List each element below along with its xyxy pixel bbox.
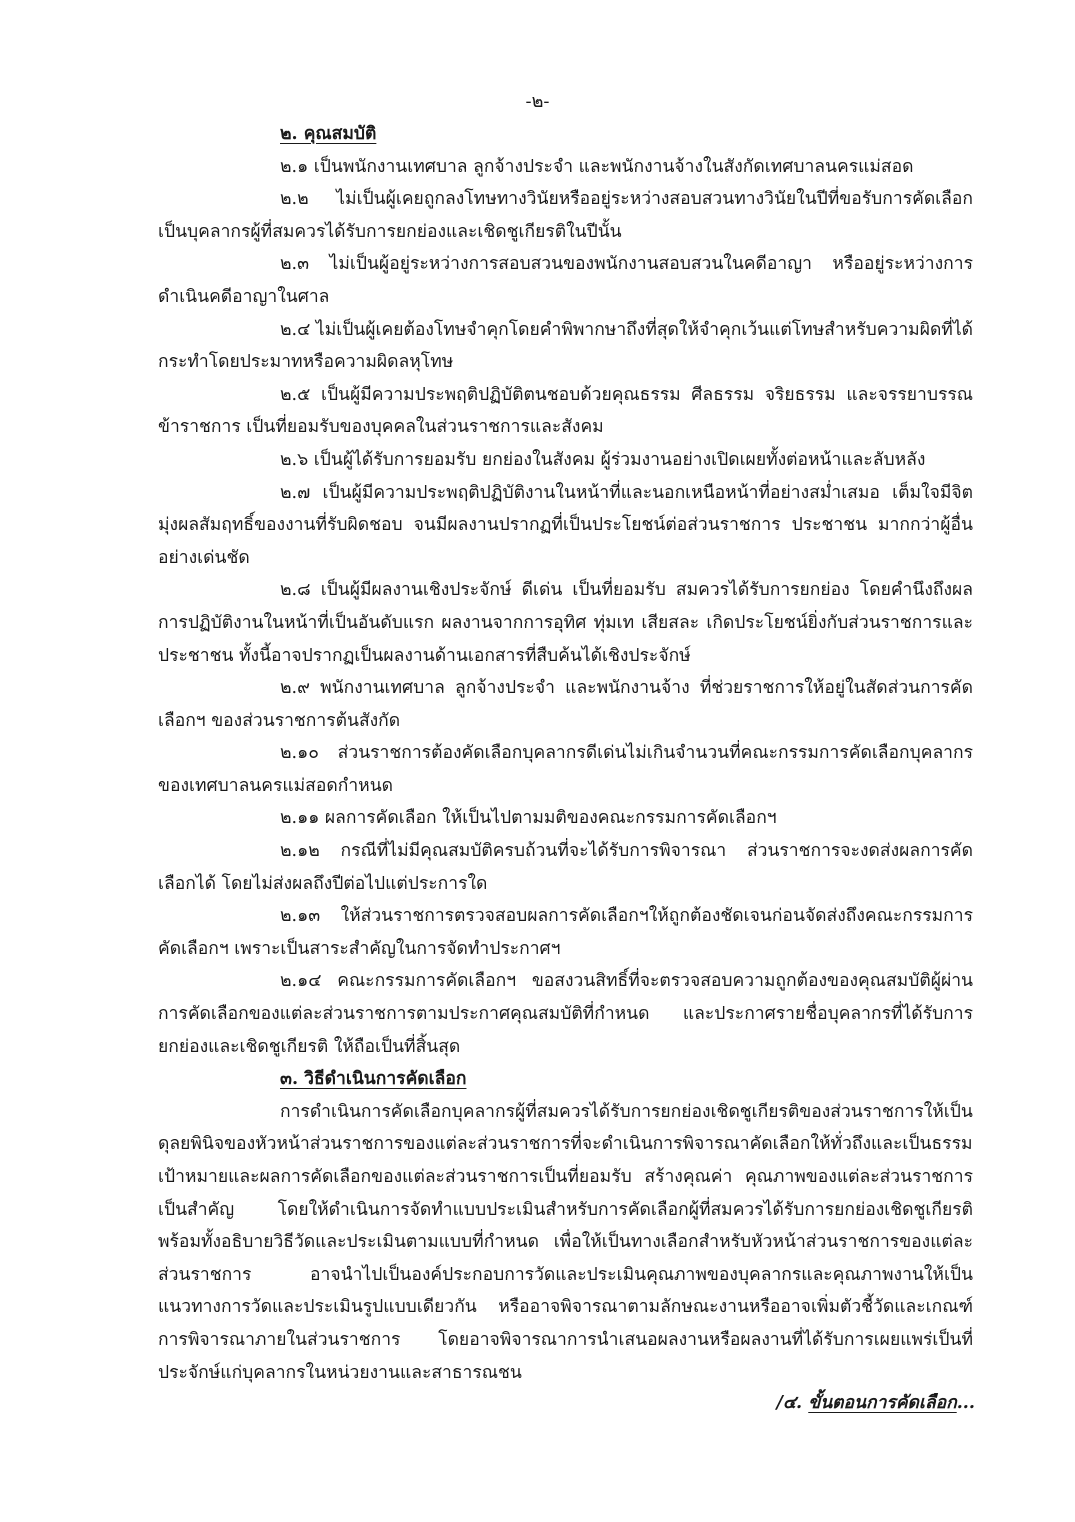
- item-2-4: ๒.๔ ไม่เป็นผู้เคยต้องโทษจำคุกโดยคำพิพากษาถึงที่สุดให้จำคุกเว้นแต่โทษสำหรับความผิดที่ได้กระทำโดยประมาทหรือความผิดลหุโทษ: [158, 319, 974, 373]
- continuation-title: ขั้นตอนการคัดเลือก: [808, 1393, 957, 1413]
- page-number: -๒-: [525, 91, 550, 112]
- item-2-6: ๒.๖ เป็นผู้ได้รับการยอมรับ ยกย่องในสังคม ผู้ร่วมงานอย่างเปิดเผยทั้งต่อหน้าและลับหลัง: [280, 449, 926, 470]
- item-2-13: ๒.๑๓ ให้ส่วนราชการตรวจสอบผลการคัดเลือกฯให้ถูกต้องชัดเจนก่อนจัดส่งถึงคณะกรรมการคัดเลือกฯ เพราะเป็นสาระสำคัญในการจัดทำประกาศฯ: [158, 906, 973, 959]
- item-2-8: ๒.๘ เป็นผู้มีผลงานเชิงประจักษ์ ดีเด่น เป็นที่ยอมรับ สมควรได้รับการยกย่อง โดยคำนึงถึงผลการปฏิบัติงานในหน้าที่เป็นอันดับแรก ผลงานจากการอุทิศ ทุ่มเท เสียสละ เกิดประโยชน์ยิ่งกับส่วนราชการและประชาชน ทั้งนี้อาจปรากฏเป็นผลงานด้านเอกสารที่สืบค้นได้เชิงประจักษ์: [158, 580, 973, 666]
- item-2-11: ๒.๑๑ ผลการคัดเลือก ให้เป็นไปตามมติของคณะกรรมการคัดเลือกฯ: [280, 808, 777, 829]
- item-2-12: ๒.๑๒ กรณีที่ไม่มีคุณสมบัติครบถ้วนที่จะได้รับการพิจารณา ส่วนราชการจะงดส่งผลการคัดเลือกได้ โดยไม่ส่งผลถึงปีต่อไปแต่ประการใด: [158, 841, 973, 894]
- section-3-body: การดำเนินการคัดเลือกบุคลากรผู้ที่สมควรได้รับการยกย่องเชิดชูเกียรติของส่วนราชการให้เป็นดุลยพินิจของหัวหน้าส่วนราชการของแต่ละส่วนราชการที่จะดำเนินการพิจารณาคัดเลือกให้ทั่วถึงและเป็นธรรม เป้าหมายและผลการคัดเลือกของแต่ละส่วนราชการเป็นที่ยอมรับ สร้างคุณค่า คุณภาพของแต่ละส่วนราชการเป็นสำคัญ โดยให้ดำเนินการจัดทำแบบประเมินสำหรับการคัดเลือกผู้ที่สมควรได้รับการยกย่องเชิดชูเกียรติ พร้อมทั้งอธิบายวิธีวัดและประเมินตามแบบที่กำหนด เพื่อให้เป็นทางเลือกสำหรับหัวหน้าส่วนราชการของแต่ละส่วนราชการ อาจนำไปเป็นองค์ประกอบการวัดและประเมินคุณภาพของบุคลากรและคุณภาพงานให้เป็นแนวทางการวัดและประเมินรูปแบบเดียวกัน หรืออาจพิจารณาตามลักษณะงานหรืออาจเพิ่มตัวชี้วัดและเกณฑ์การพิจารณาภายในส่วนราชการ โดยอาจพิจารณาการนำเสนอผลงานหรือผลงานที่ได้รับการเผยแพร่เป็นที่ประจักษ์แก่บุคลากรในหน่วยงานและสาธารณชน: [158, 1101, 973, 1383]
- item-2-1: ๒.๑ เป็นพนักงานเทศบาล ลูกจ้างประจำ และพนักงานจ้างในสังกัดเทศบาลนครแม่สอด: [280, 156, 914, 177]
- item-2-5: ๒.๕ เป็นผู้มีความประพฤติปฏิบัติตนชอบด้วยคุณธรรม ศีลธรรม จริยธรรม และจรรยาบรรณข้าราชการ เป็นที่ยอมรับของบุคคลในส่วนราชการและสังคม: [158, 384, 973, 438]
- section-3-heading: [158, 1063, 973, 1096]
- continuation-prefix: /๔.: [776, 1393, 809, 1413]
- continuation-ellipsis: ...: [956, 1393, 975, 1413]
- section-3-title: ๓. วิธีดำเนินการคัดเลือก: [280, 1069, 467, 1090]
- item-2-7: ๒.๗ เป็นผู้มีความประพฤติปฏิบัติงานในหน้าที่และนอกเหนือหน้าที่อย่างสม่ำเสมอ เต็มใจมีจิตมุ่งผลสัมฤทธิ์ของงานที่รับผิดชอบ จนมีผลงานปรากฏที่เป็นประโยชน์ต่อส่วนราชการ ประชาชน มากกว่าผู้อื่นอย่างเด่นชัด: [158, 482, 973, 568]
- section-2-title: ๒. คุณสมบัติ: [280, 124, 377, 144]
- document-body: [158, 118, 973, 1389]
- item-2-2: ๒.๒ ไม่เป็นผู้เคยถูกลงโทษทางวินัยหรืออยู่ระหว่างสอบสวนทางวินัยในปีที่ขอรับการคัดเลือกเป็นบุคลากรผู้ที่สมควรได้รับการยกย่องและเชิดชูเกียรติในปีนั้น: [158, 189, 973, 242]
- item-2-10: ๒.๑๐ ส่วนราชการต้องคัดเลือกบุคลากรดีเด่นไม่เกินจำนวนที่คณะกรรมการคัดเลือกบุคลากรของเทศบาลนครแม่สอดกำหนด: [158, 743, 973, 796]
- item-2-14: ๒.๑๔ คณะกรรมการคัดเลือกฯ ขอสงวนสิทธิ์ที่จะตรวจสอบความถูกต้องของคุณสมบัติผู้ผ่านการคัดเลือกของแต่ละส่วนราชการตามประกาศคุณสมบัติที่กำหนด และประกาศรายชื่อบุคลากรที่ได้รับการยกย่องและเชิดชูเกียรติ ให้ถือเป็นที่สิ้นสุด: [158, 971, 973, 1057]
- item-2-3: ๒.๓ ไม่เป็นผู้อยู่ระหว่างการสอบสวนของพนักงานสอบสวนในคดีอาญา หรืออยู่ระหว่างการดำเนินคดีอาญาในศาล: [158, 254, 973, 307]
- section-2-heading: [158, 118, 973, 151]
- next-page-continuation: [776, 1388, 975, 1416]
- item-2-9: ๒.๙ พนักงานเทศบาล ลูกจ้างประจำ และพนักงานจ้าง ที่ช่วยราชการให้อยู่ในสัดส่วนการคัดเลือกฯ ของส่วนราชการต้นสังกัด: [158, 678, 973, 731]
